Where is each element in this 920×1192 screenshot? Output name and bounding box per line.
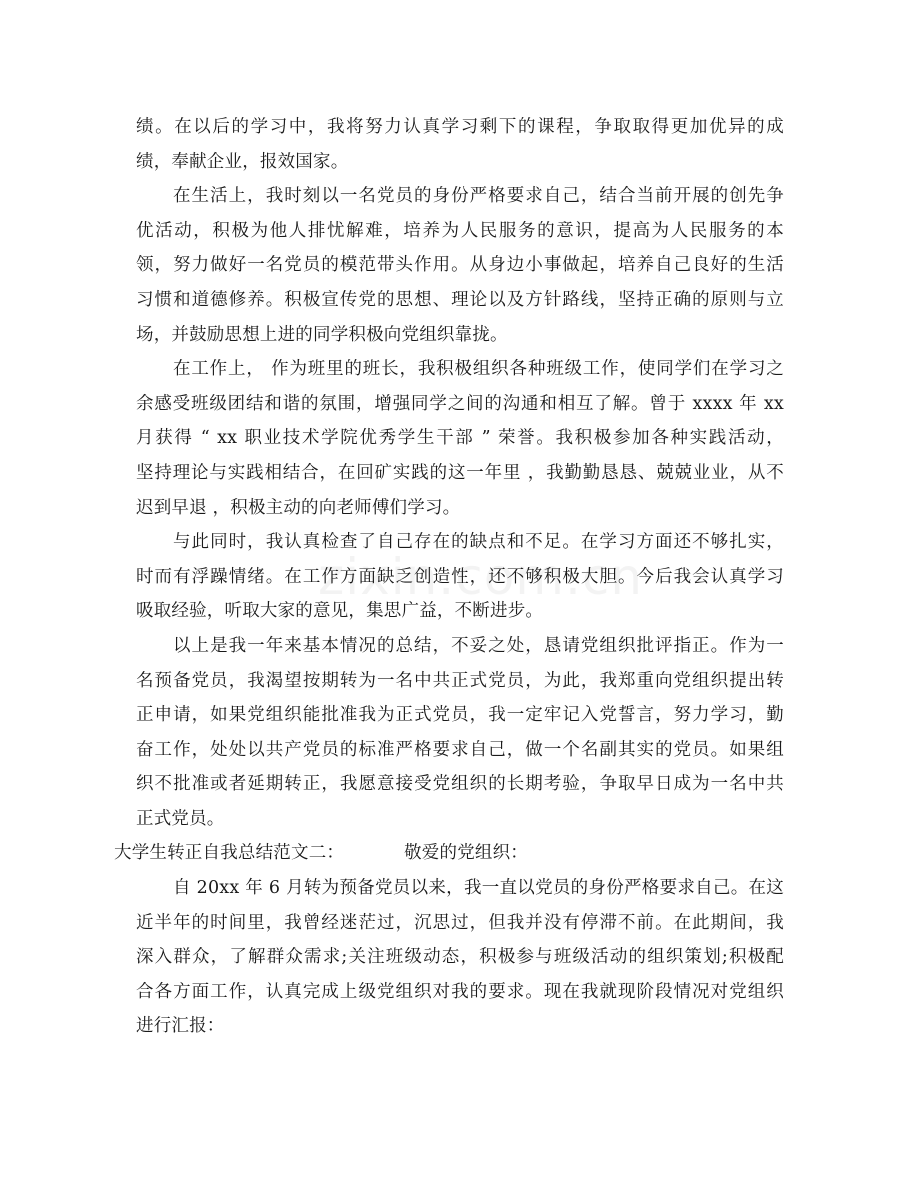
text-line: 月获得 “ xx 职业技术学院优秀学生干部 ” 荣誉。我积极参加各种实践活动， xyxy=(136,428,784,449)
text-line: 吸取经验，听取大家的意见，集思广益，不断进步。 xyxy=(136,601,544,622)
paragraph-life xyxy=(136,179,784,352)
paragraph-conclusion xyxy=(136,629,784,837)
text-line: 优活动，积极为他人排忧解难，培养为人民服务的意识，提高为人民服务的本 xyxy=(136,220,784,241)
text-line: 织不批准或者延期转正，我愿意接受党组织的长期考验，争取早日成为一名中共 xyxy=(136,774,784,795)
text-line: 近半年的时间里，我曾经迷茫过，沉思过，但我并没有停滞不前。在此期间，我 xyxy=(136,912,784,933)
text-line: 正式党员。 xyxy=(136,808,225,829)
text-line: 习惯和道德修养。积极宣传党的思想、理论以及方针路线，坚持正确的原则与立 xyxy=(136,289,784,310)
text-line: 以上是我一年来基本情况的总结，不妥之处，恳请党组织批评指正。作为一 xyxy=(173,635,784,656)
text-line: 绩。在以后的学习中，我将努力认真学习剩下的课程，争取取得更加优异的成 xyxy=(136,117,784,137)
paragraph-shortcomings xyxy=(136,525,784,629)
text-line: 在工作上， 作为班里的班长，我积极组织各种班级工作，使同学们在学习之 xyxy=(173,359,784,380)
text-line: 与此同时，我认真检查了自己存在的缺点和不足。在学习方面还不够扎实， xyxy=(173,532,784,553)
text-line: 奋工作，处处以共产党员的标准严格要求自己，做一个名副其实的党员。如果组 xyxy=(136,739,784,760)
text-line: 进行汇报： xyxy=(136,1016,225,1037)
section-heading xyxy=(114,836,784,871)
text-line: 坚持理论与实践相结合，在回矿实践的这一年里 ，我勤勤恳恳、兢兢业业，从不 xyxy=(136,462,784,483)
text-line: 余感受班级团结和谐的氛围，增强同学之间的沟通和相互了解。曾于 xxxx 年 xx xyxy=(136,393,784,414)
text-line: 名预备党员，我渴望按期转为一名中共正式党员，为此，我郑重向党组织提出转 xyxy=(136,670,784,691)
document-page xyxy=(114,110,784,1044)
text-line: 领，努力做好一名党员的模范带头作用。从身边小事做起，培养自己良好的生活 xyxy=(136,255,784,276)
text-line: 合各方面工作，认真完成上级党组织对我的要求。现在我就现阶段情况对党组织 xyxy=(136,981,784,1002)
heading-title: 大学生转正自我总结范文二： xyxy=(114,843,345,864)
text-line: 场，并鼓励思想上进的同学积极向党组织靠拢。 xyxy=(136,324,508,345)
paragraph-report xyxy=(136,871,784,1044)
text-line: 深入群众，了解群众需求;关注班级动态，积极参与班级活动的组织策划;积极配 xyxy=(136,947,784,968)
paragraph-continuation xyxy=(136,110,784,179)
text-line: 迟到早退 ，积极主动的向老师傅们学习。 xyxy=(136,497,461,518)
heading-salutation: 敬爱的党组织： xyxy=(404,843,529,864)
text-line: 在生活上，我时刻以一名党员的身份严格要求自己，结合当前开展的创先争 xyxy=(173,186,784,207)
text-line: 正申请，如果党组织能批准我为正式党员，我一定牢记入党誓言，努力学习，勤 xyxy=(136,705,784,726)
paragraph-work xyxy=(136,352,784,525)
text-line: 时而有浮躁情绪。在工作方面缺乏创造性，还不够积极大胆。今后我会认真学习 xyxy=(136,566,784,587)
text-line: 自 20xx 年 6 月转为预备党员以来，我一直以党员的身份严格要求自己。在这 xyxy=(173,878,784,899)
text-line: 绩，奉献企业，报效国家。 xyxy=(136,151,349,172)
